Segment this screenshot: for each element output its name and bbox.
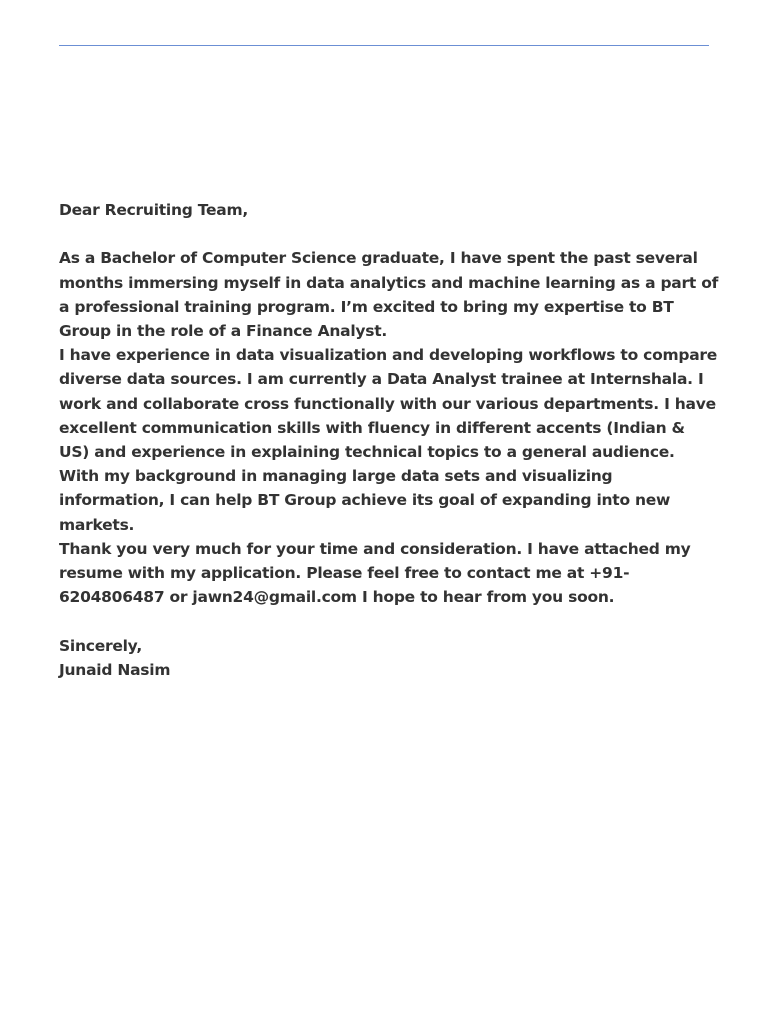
body-paragraph-experience: I have experience in data visualization and developing workflows to compare diverse data sources. I am currently a Data Analyst trainee at Internshala. I work and collaborate cross functionally with our various departments. I have excellent communication skills with fluency in different accents (Indian & US) and experience in explaining technical topics to a general audience. (59, 346, 718, 462)
spacer (59, 609, 719, 633)
cover-letter (59, 198, 719, 682)
body-paragraph-intro: As a Bachelor of Computer Science graduate, I have spent the past several months immersing myself in data analytics and machine learning as a part of a professional training program. I’m excited to bring my expertise to BT Group in the role of a Finance Analyst. (59, 249, 719, 340)
spacer (59, 222, 719, 246)
closing: Sincerely, (59, 636, 142, 655)
header-divider (59, 45, 709, 46)
salutation: Dear Recruiting Team, (59, 201, 249, 219)
body-paragraph-goals: With my background in managing large data sets and visualizing information, I can help BT Group achieve its goal of expanding into new markets. (59, 467, 671, 534)
body-paragraph-contact: Thank you very much for your time and consideration. I have attached my resume with my application. Please feel free to contact me at +91-6204806487 or jawn24@gmail.com I hope to hear from you soon. (59, 539, 691, 607)
signature: Junaid Nasim (59, 660, 171, 679)
